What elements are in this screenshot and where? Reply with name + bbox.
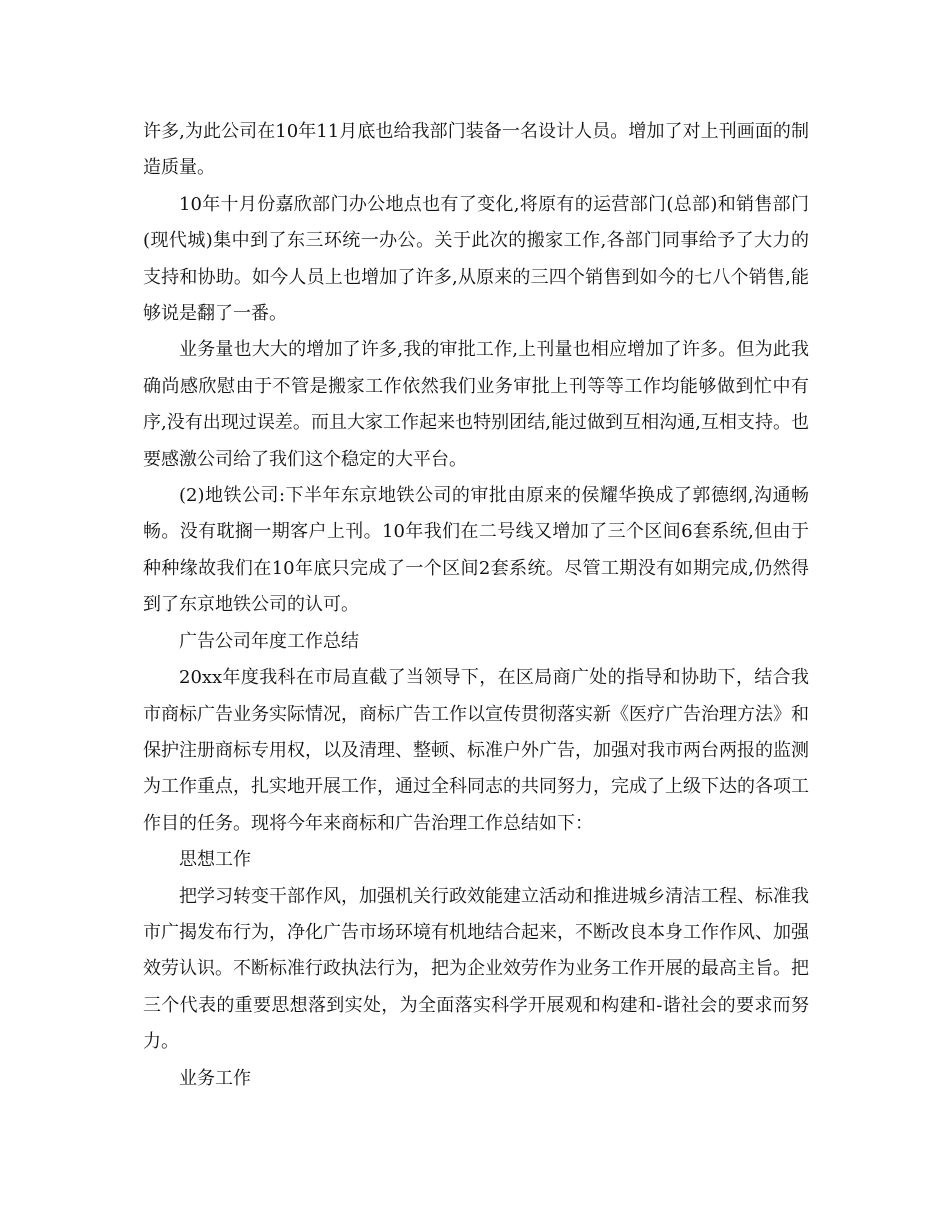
paragraph-4: (2)地铁公司:下半年东京地铁公司的审批由原来的侯耀华换成了郭德纲,沟通畅畅。没有耽搁一期客户上刊。10年我们在二号线又增加了三个区间6套系统,但由于种种缘故我们在10年底只完成了一个区间2套系统。尽管工期没有如期完成,仍然得到了东京地铁公司的认可。 xyxy=(143,485,809,616)
paragraph-3: 业务量也大大的增加了许多,我的审批工作,上刊量也相应增加了许多。但为此我确尚感欣慰由于不管是搬家工作依然我们业务审批上刊等等工作均能够做到忙中有序,没有出现过误差。而且大家工作起来也特别团结,能过做到互相沟通,互相支持。也要感激公司给了我们这个稳定的大平台。 xyxy=(143,339,809,470)
paragraph-5: 20xx年度我科在市局直截了当领导下，在区局商广处的指导和协助下，结合我市商标广告业务实际情况，商标广告工作以宣传贯彻落实新《医疗广告治理方法》和保护注册商标专用权，以及清理、整顿、标准户外广告，加强对我市两台两报的监测为工作重点，扎实地开展工作，通过全科同志的共同努力，完成了上级下达的各项工作目的任务。现将今年来商标和广告治理工作总结如下： xyxy=(143,667,809,834)
paragraph-1: 许多,为此公司在10年11月底也给我部门装备一名设计人员。增加了对上刊画面的制造质量。 xyxy=(143,121,809,179)
document-body xyxy=(143,114,809,1097)
paragraph-2: 10年十月份嘉欣部门办公地点也有了变化,将原有的运营部门(总部)和销售部门(现代城)集中到了东三环统一办公。关于此次的搬家工作,各部门同事给予了大力的支持和协助。如今人员上也增加了许多,从原来的三四个销售到如今的七八个销售,能够说是翻了一番。 xyxy=(143,193,809,325)
paragraph-6: 把学习转变干部作风，加强机关行政效能建立活动和推进城乡清洁工程、标准我市广揭发布行为，净化广告市场环境有机地结合起来，不断改良本身工作作风、加强效劳认识。不断标准行政执法行为，把为企业效劳作为业务工作开展的最高主旨。把三个代表的重要思想落到实处，为全面落实科学开展观和构建和-谐社会的要求而努力。 xyxy=(143,885,809,1053)
section-heading-summary: 广告公司年度工作总结 xyxy=(179,630,359,652)
section-heading-business: 业务工作 xyxy=(179,1067,251,1089)
section-heading-ideology: 思想工作 xyxy=(179,849,251,871)
